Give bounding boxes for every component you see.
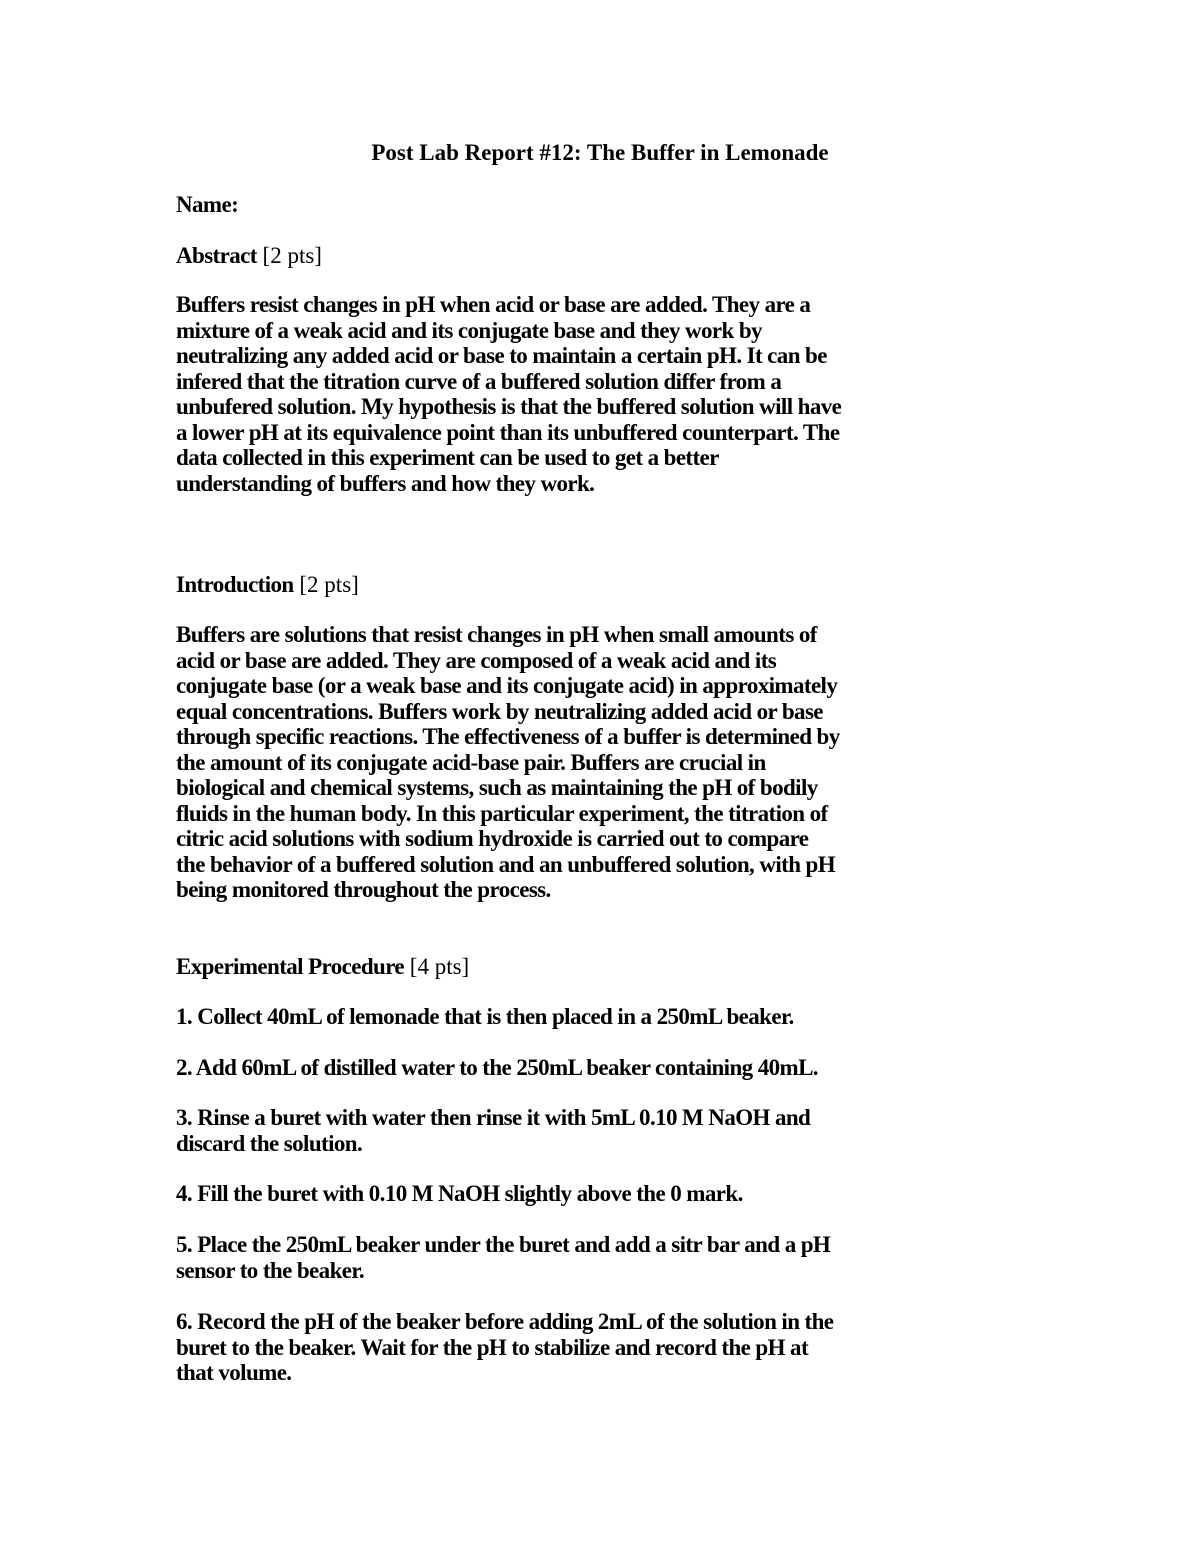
procedure-step-4 [176,1181,743,1207]
abstract-line: mixture of a weak acid and its conjugate base and they work by [176,317,762,343]
procedure-points: [4 pts] [409,954,470,979]
introduction-heading [176,572,359,598]
step-line: 3. Rinse a buret with water then rinse it with 5mL 0.10 M NaOH and [176,1105,811,1130]
step-line: 6. Record the pH of the beaker before adding 2mL of the solution in the [176,1309,834,1334]
abstract-heading-text: Abstract [176,243,257,268]
abstract-line: a lower pH at its equivalence point than its unbuffered counterpart. The [176,419,840,445]
step-line: buret to the beaker. Wait for the pH to stabilize and record the pH at [176,1334,809,1360]
abstract-line: neutralizing any added acid or base to maintain a certain pH. It can be [176,343,827,368]
procedure-step-1 [176,1004,794,1030]
abstract-points: [2 pts] [262,243,322,268]
introduction-line: acid or base are added. They are composed of a weak acid and its [176,647,777,673]
procedure-heading [176,954,469,980]
introduction-line: biological and chemical systems, such as maintaining the pH of bodily [176,775,818,800]
introduction-points: [2 pts] [299,572,359,597]
procedure-heading-text: Experimental Procedure [176,954,405,979]
introduction-line: conjugate base (or a weak base and its conjugate acid) in approximately [176,673,838,698]
abstract-line: understanding of buffers and how they work. [176,470,595,496]
introduction-paragraph [176,622,840,903]
introduction-line: fluids in the human body. In this particular experiment, the titration of [176,800,828,826]
abstract-line: data collected in this experiment can be used to get a better [176,445,719,470]
step-line: sensor to the beaker. [176,1257,365,1283]
abstract-line: Buffers resist changes in pH when acid or base are added. They are a [176,292,811,317]
introduction-line: equal concentrations. Buffers work by neutralizing added acid or base [176,698,823,724]
procedure-step-6 [176,1309,833,1386]
introduction-line: the behavior of a buffered solution and an unbuffered solution, with pH [176,851,836,877]
introduction-heading-text: Introduction [176,572,294,597]
introduction-line: citric acid solutions with sodium hydroxide is carried out to compare [176,826,809,851]
page-title: Post Lab Report #12: The Buffer in Lemonade [371,140,829,165]
introduction-line: the amount of its conjugate acid-base pair. Buffers are crucial in [176,749,766,775]
name-label: Name: [176,192,239,217]
procedure-step-2 [176,1055,818,1081]
step-line: 2. Add 60mL of distilled water to the 250mL beaker containing 40mL. [176,1055,818,1080]
abstract-line: infered that the titration curve of a buffered solution differ from a [176,368,782,394]
procedure-step-5 [176,1232,830,1283]
procedure-step-3 [176,1105,810,1156]
introduction-line: being monitored throughout the process. [176,877,551,902]
abstract-paragraph [176,292,841,496]
abstract-line: unbufered solution. My hypothesis is that the buffered solution will have [176,394,842,419]
introduction-line: Buffers are solutions that resist changes in pH when small amounts of [176,622,817,647]
step-line: 5. Place the 250mL beaker under the buret and add a sitr bar and a pH [176,1232,831,1257]
step-line: 1. Collect 40mL of lemonade that is then placed in a 250mL beaker. [176,1004,794,1029]
step-line: discard the solution. [176,1130,363,1156]
step-line: 4. Fill the buret with 0.10 M NaOH slightly above the 0 mark. [176,1181,743,1206]
introduction-line: through specific reactions. The effectiveness of a buffer is determined by [176,724,840,749]
step-line: that volume. [176,1360,292,1385]
abstract-heading [176,243,322,269]
